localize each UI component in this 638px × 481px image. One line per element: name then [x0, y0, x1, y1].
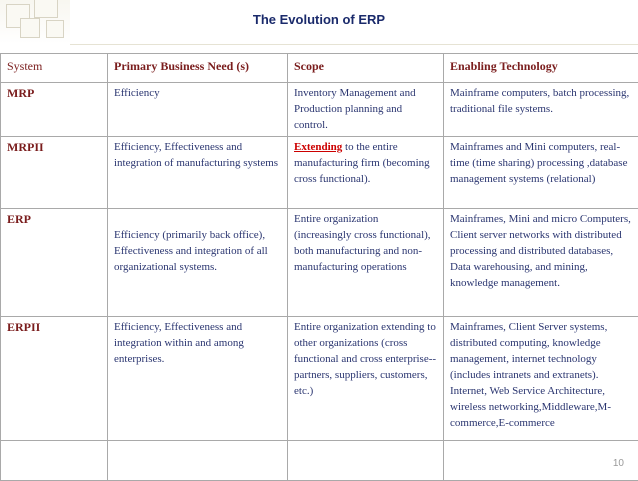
table-row: [1, 83, 638, 137]
scope-cell: [288, 209, 444, 317]
scope-text: Entire organization (increasingly cross functional), both manufacturing and non-manufacturing operations: [294, 213, 431, 273]
technology-cell: Mainframes, Client Server systems, distributed computing, knowledge management, internet technology (includes intranets and extranets). Internet, Web Service Architecture, wireless networking,Middleware,M-commerce,E-commerce: [444, 317, 638, 441]
header-system: System: [1, 54, 108, 83]
empty-cell: [288, 441, 444, 481]
system-cell: ERPII: [1, 317, 108, 441]
scope-text: Entire organization extending to other organizations (cross functional and cross enterprise--partners, suppliers, customers, etc.): [294, 321, 436, 397]
scope-text: Inventory Management and Production planning and control.: [294, 87, 416, 131]
technology-cell: Mainframes and Mini computers, real-time (time sharing) processing ,database management systems (relational): [444, 137, 638, 209]
empty-cell: [1, 441, 108, 481]
erp-evolution-table: [0, 53, 638, 481]
need-cell: Efficiency, Effectiveness and integration of manufacturing systems: [108, 137, 288, 209]
header-row: [1, 54, 638, 83]
system-cell: ERP: [1, 209, 108, 317]
header-technology: Enabling Technology: [444, 54, 638, 83]
table-row: [1, 317, 638, 441]
scope-emphasis: Extending: [294, 141, 342, 153]
need-cell: Efficiency, Effectiveness and integration within and among enterprises.: [108, 317, 288, 441]
scope-text: to the entire manufacturing firm (becoming cross functional).: [294, 141, 430, 185]
system-cell: MRP: [1, 83, 108, 137]
need-cell: Efficiency: [108, 83, 288, 137]
scope-cell: [288, 137, 444, 209]
header-scope: Scope: [288, 54, 444, 83]
need-cell: [108, 209, 288, 317]
technology-cell: Mainframe computers, batch processing, traditional file systems.: [444, 83, 638, 137]
system-cell: MRPII: [1, 137, 108, 209]
technology-cell: Mainframes, Mini and micro Computers, Client server networks with distributed processing and distributed databases, Data warehousing, and mining, knowledge management.: [444, 209, 638, 317]
table-row: [1, 209, 638, 317]
scope-cell: [288, 83, 444, 137]
empty-cell: [444, 441, 638, 481]
page-title: The Evolution of ERP: [0, 12, 638, 27]
table-row-empty: [1, 441, 638, 481]
header-need: Primary Business Need (s): [108, 54, 288, 83]
page-number: 10: [613, 458, 624, 469]
need-text: Efficiency (primarily back office), Effectiveness and integration of all organizational systems.: [114, 229, 268, 273]
table-row: [1, 137, 638, 209]
empty-cell: [108, 441, 288, 481]
scope-cell: [288, 317, 444, 441]
header-rule: [70, 44, 638, 45]
